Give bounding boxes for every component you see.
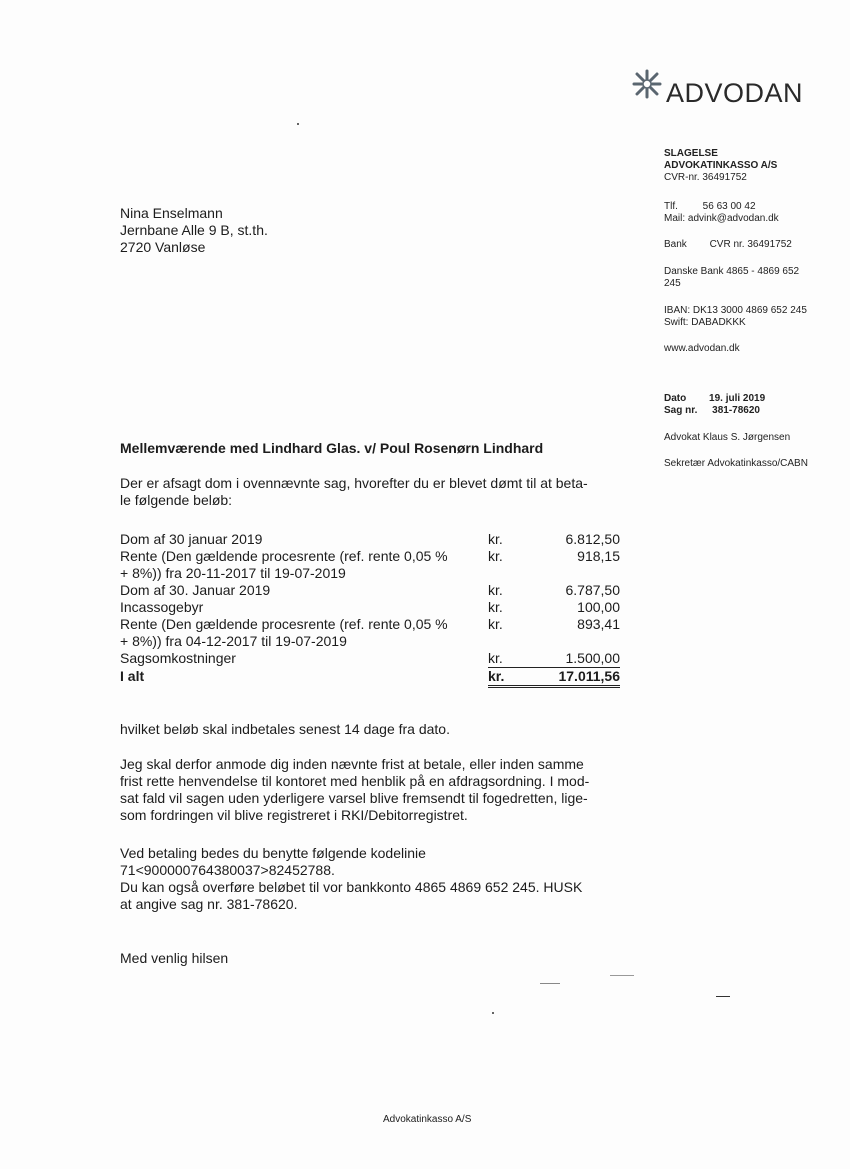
amount-description: Sagsomkostninger — [120, 650, 236, 666]
amount-currency: kr. — [488, 650, 538, 668]
recipient-street: Jernbane Alle 9 B, st.th. — [120, 222, 268, 238]
amount-description: Dom af 30. Januar 2019 — [120, 582, 271, 598]
firm-company: ADVOKATINKASSO A/S — [664, 160, 778, 171]
amount-currency: kr. — [488, 616, 503, 632]
intro-line: le følgende beløb: — [120, 492, 233, 508]
firm-email: Mail: advink@advodan.dk — [664, 213, 779, 224]
firm-cvr: CVR-nr. 36491752 — [664, 172, 747, 183]
bank-account-line-1: Danske Bank 4865 - 4869 652 — [664, 266, 800, 277]
deadline-text: hvilket beløb skal indbetales senest 14 dage fra dato. — [120, 721, 450, 737]
firm-bank — [664, 239, 792, 251]
case-label: Sag nr. — [664, 405, 698, 416]
intro-line: Der er afsagt dom i ovennævnte sag, hvorefter du er blevet dømt til at beta- — [120, 475, 588, 491]
intro-paragraph — [120, 475, 640, 509]
payment-line: Du kan også overføre beløbet til vor bankkonto 4865 4869 652 245. HUSK — [120, 879, 583, 895]
total-label: I alt — [120, 668, 145, 684]
payment-paragraph — [120, 845, 640, 913]
warning-line: frist rette henvendelse til kontoret med henblik på en afdragsordning. I mod- — [120, 773, 590, 789]
amount-row — [120, 531, 620, 548]
case-number: 381-78620 — [712, 405, 760, 416]
amount-row — [120, 650, 620, 668]
amount-row — [120, 548, 620, 565]
swift: Swift: DABADKKK — [664, 317, 746, 328]
phone-label: Tlf. — [664, 201, 678, 212]
scan-speck — [492, 1012, 494, 1014]
scan-speck — [716, 996, 730, 997]
recipient-city: 2720 Vanløse — [120, 239, 206, 255]
amount-currency: kr. — [488, 599, 503, 615]
payment-code-line: 71<900000764380037>82452788. — [120, 862, 335, 878]
bank-iban-swift — [664, 305, 807, 329]
bank-account — [664, 266, 799, 290]
lawyer-name: Advokat Klaus S. Jørgensen — [664, 432, 791, 443]
amount-row — [120, 582, 620, 599]
payment-line: Ved betaling bedes du benytte følgende kodelinie — [120, 845, 426, 861]
amount-description-cont: + 8%)) fra 04-12-2017 til 19-07-2019 — [120, 633, 347, 649]
recipient-name: Nina Enselmann — [120, 205, 223, 221]
footer-company: Advokatinkasso A/S — [383, 1114, 472, 1125]
letter-meta — [664, 393, 765, 417]
warning-line: sat fald vil sagen uden yderligere varsel blive fremsendt til fogedretten, lige- — [120, 790, 588, 806]
amount-row — [120, 599, 620, 616]
date-label: Dato — [664, 393, 687, 404]
star-emblem-icon — [630, 67, 664, 101]
total-currency: kr. — [488, 668, 538, 688]
firm-header — [664, 148, 777, 184]
amount-currency: kr. — [488, 531, 503, 547]
scan-speck — [297, 123, 299, 125]
warning-line: som fordringen vil blive registreret i RKI/Debitorregistret. — [120, 807, 468, 823]
firm-contact — [664, 201, 779, 225]
amount-value: 6.812,50 — [565, 531, 620, 547]
amount-currency: kr. — [488, 548, 503, 564]
bank-cvr: CVR nr. 36491752 — [709, 239, 792, 250]
amount-description: Rente (Den gældende procesrente (ref. rente 0,05 % — [120, 616, 448, 632]
amount-description: Dom af 30 januar 2019 — [120, 531, 263, 547]
firm-office: SLAGELSE — [664, 148, 718, 159]
amount-row — [120, 616, 620, 633]
amount-value: 6.787,50 — [565, 582, 620, 598]
total-row — [120, 668, 620, 688]
amount-description: Incassogebyr — [120, 599, 204, 615]
amount-currency: kr. — [488, 582, 503, 598]
bank-label: Bank — [664, 239, 687, 250]
website-text: www.advodan.dk — [664, 343, 740, 354]
amount-value: 1.500,00 — [538, 650, 620, 668]
recipient-address — [120, 205, 268, 256]
phone-number: 56 63 00 42 — [702, 201, 756, 212]
advodan-logo — [630, 58, 803, 109]
iban: IBAN: DK13 3000 4869 652 245 — [664, 305, 807, 316]
letter-subject: Mellemværende med Lindhard Glas. v/ Poul Rosenørn Lindhard — [120, 440, 544, 456]
letter-date: 19. juli 2019 — [709, 393, 766, 404]
warning-line: Jeg skal derfor anmode dig inden nævnte frist at betale, eller inden samme — [120, 756, 584, 772]
amount-value: 100,00 — [577, 599, 620, 615]
scan-speck — [610, 975, 634, 976]
firm-website — [664, 343, 740, 355]
amount-value: 893,41 — [577, 616, 620, 632]
amount-row-continuation — [120, 633, 620, 650]
amount-description: Rente (Den gældende procesrente (ref. rente 0,05 % — [120, 548, 448, 564]
secretary-name: Sekretær Advokatinkasso/CABN — [664, 458, 808, 469]
amounts-table — [120, 531, 620, 688]
payment-line: at angive sag nr. 381-78620. — [120, 896, 298, 912]
total-value: 17.011,56 — [538, 668, 620, 688]
amount-row-continuation — [120, 565, 620, 582]
closing-greeting: Med venlig hilsen — [120, 950, 229, 966]
scan-speck — [540, 983, 560, 984]
logo-wordmark: ADVODAN — [666, 78, 804, 108]
warning-paragraph — [120, 756, 640, 824]
amount-value: 918,15 — [577, 548, 620, 564]
bank-account-line-2: 245 — [664, 278, 681, 289]
amount-description-cont: + 8%)) fra 20-11-2017 til 19-07-2019 — [120, 565, 346, 581]
